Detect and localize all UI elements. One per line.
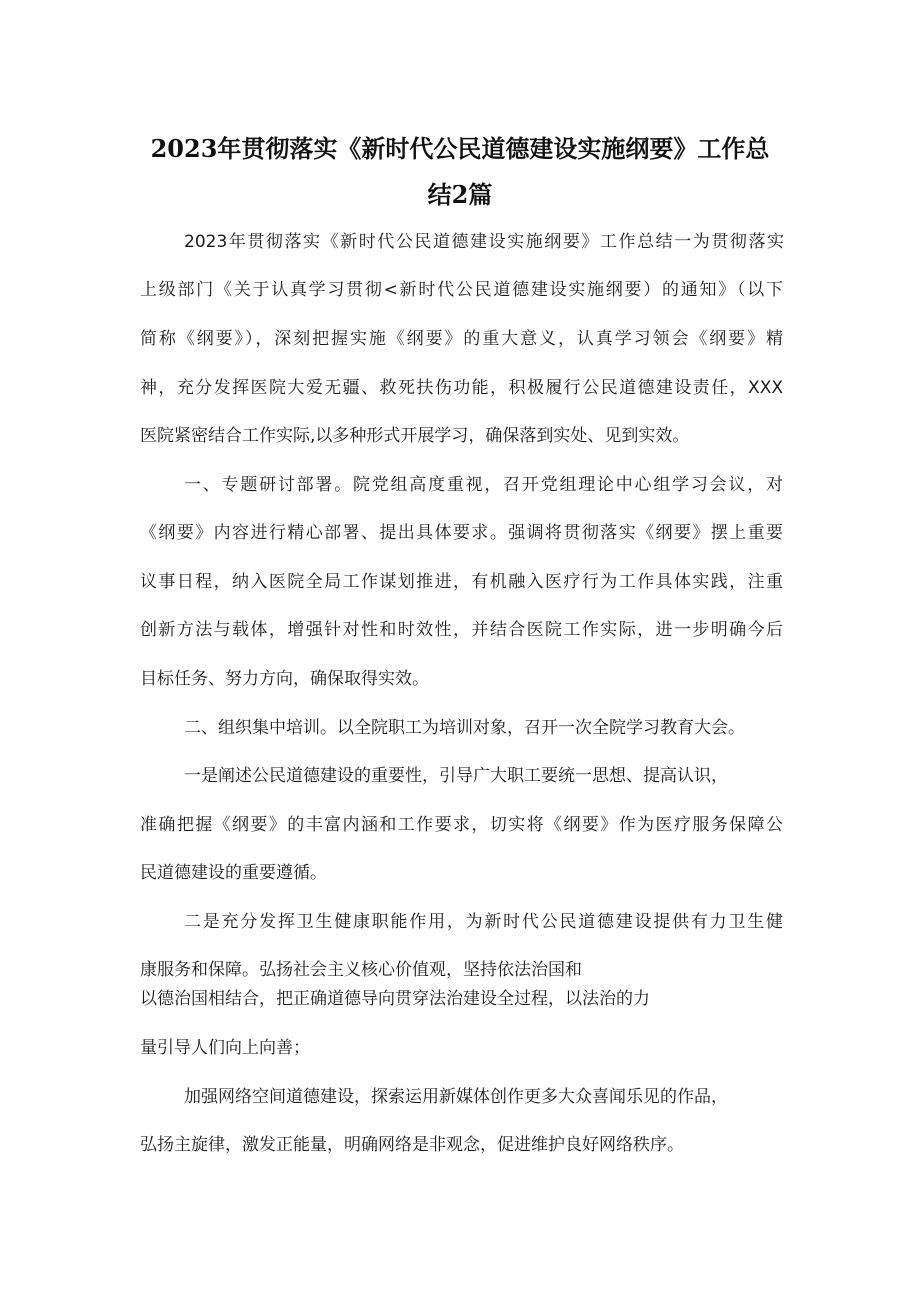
body-line: 目标任务、努力方向，确保取得实效。: [140, 669, 429, 689]
body-line: 一、专题研讨部署。院党组高度重视，召开党组理论中心组学习会议，对: [184, 475, 783, 495]
body-line: 二是充分发挥卫生健康职能作用，为新时代公民道德建设提供有力卫生健: [184, 912, 783, 932]
body-line: 弘扬主旋律，激发正能量，明确网络是非观念，促进维护良好网络秩序。: [140, 1135, 684, 1155]
body-line: 康服务和保障。弘扬社会主义核心价值观，坚持依法治国和: [140, 960, 582, 980]
body-line: 《纲要》内容进行精心部署、提出具体要求。强调将贯彻落实《纲要》摆上重要: [140, 523, 783, 543]
body-line: 以德治国相结合，把正确道德导向贯穿法治建设全过程，以法治的力: [140, 989, 650, 1009]
body-line: 医院紧密结合工作实际,以多种形式开展学习，确保落到实处、见到实效。: [140, 426, 690, 446]
body-line: 一是阐述公民道德建设的重要性，引导广大职工要统一思想、提高认识，: [184, 766, 728, 786]
body-line: 加强网络空间道德建设，探索运用新媒体创作更多大众喜闻乐见的作品，: [184, 1087, 728, 1107]
body-line: 简称《纲要》），深刻把握实施《纲要》的重大意义，认真学习领会《纲要》精: [140, 329, 783, 349]
body-line: 民道德建设的重要遵循。: [140, 863, 327, 883]
body-line: 上级部门《关于认真学习贯彻<新时代公民道德建设实施纲要）的通知》（以下: [140, 280, 783, 300]
body-line: 议事日程，纳入医院全局工作谋划推进，有机融入医疗行为工作具体实践，注重: [140, 572, 783, 592]
body-line: 量引导人们向上向善；: [140, 1038, 310, 1058]
body-line: 创新方法与载体，增强针对性和时效性，并结合医院工作实际，进一步明确今后: [140, 620, 783, 640]
body-line: 二、组织集中培训。以全院职工为培训对象，召开一次全院学习教育大会。: [184, 718, 745, 738]
body-line: 2023年贯彻落实《新时代公民道德建设实施纲要》工作总结一为贯彻落实: [184, 232, 784, 252]
body-line: 准确把握《纲要》的丰富内涵和工作要求，切实将《纲要》作为医疗服务保障公: [140, 815, 783, 835]
document-title-line-2: 结2篇: [427, 180, 493, 209]
document-title-line-1: 2023年贯彻落实《新时代公民道德建设实施纲要》工作总: [150, 134, 770, 163]
body-line: 神，充分发挥医院大爱无疆、救死扶伤功能，积极履行公民道德建设责任，XXX: [140, 378, 783, 398]
